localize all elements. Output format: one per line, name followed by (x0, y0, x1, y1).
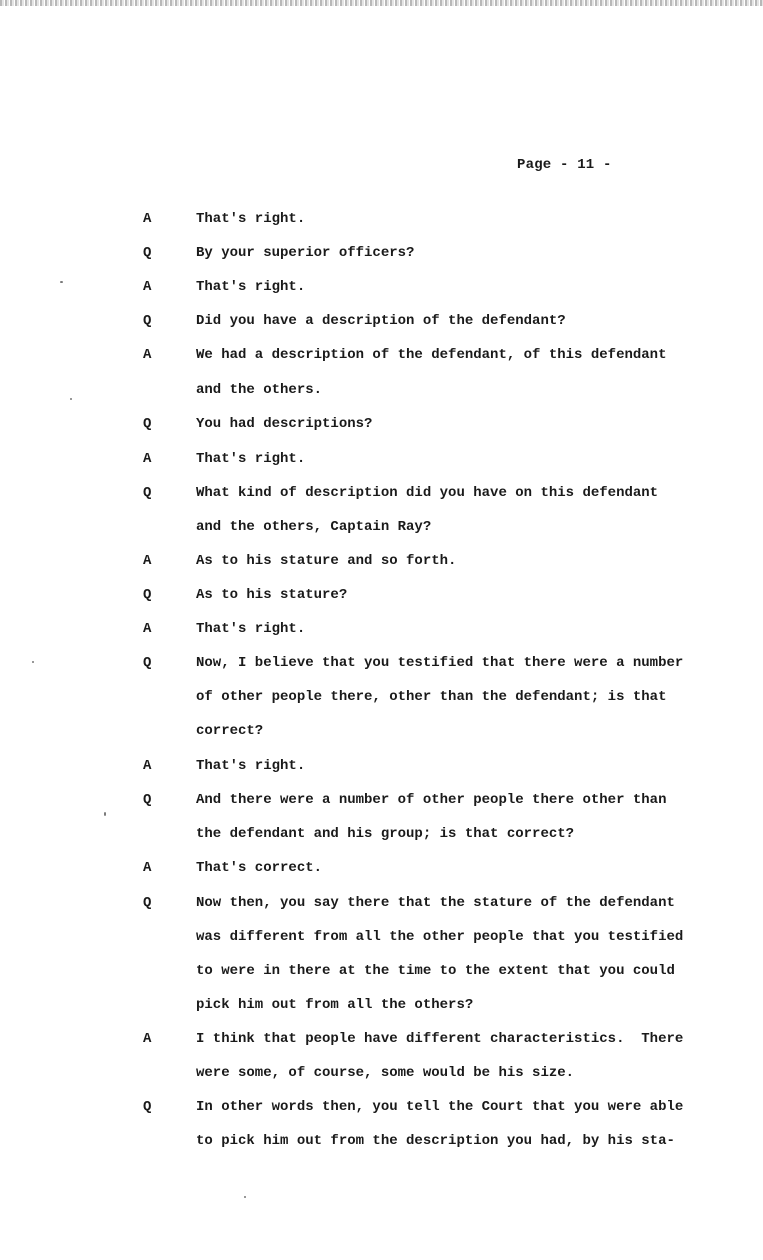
line-text: That's right. (196, 451, 306, 467)
line-text: That's correct. (196, 860, 323, 876)
transcript-line (0, 824, 763, 858)
line-text: By your superior officers? (196, 245, 415, 261)
transcript-line (0, 756, 763, 790)
transcript-line (0, 585, 763, 619)
speaker-label: A (143, 758, 152, 774)
scan-top-edge (0, 0, 763, 6)
transcript-line (0, 1131, 763, 1165)
transcript-line (0, 243, 763, 277)
transcript-line (0, 551, 763, 585)
line-text: Did you have a description of the defendant? (196, 313, 566, 329)
line-text: were some, of course, some would be his size. (196, 1065, 575, 1081)
transcript-line (0, 893, 763, 927)
line-text: and the others, Captain Ray? (196, 519, 432, 535)
line-text: Now, I believe that you testified that there were a number (196, 655, 684, 671)
scan-speck (60, 281, 63, 283)
speaker-label: A (143, 347, 152, 363)
transcript-line (0, 414, 763, 448)
speaker-label: Q (143, 245, 152, 261)
line-text: I think that people have different characteristics. There (196, 1031, 684, 1047)
transcript-line (0, 277, 763, 311)
line-text: As to his stature and so forth. (196, 553, 457, 569)
transcript-line (0, 927, 763, 961)
transcript-line (0, 345, 763, 379)
transcript-line (0, 687, 763, 721)
speaker-label: Q (143, 587, 152, 603)
page-number: Page - 11 - (517, 157, 612, 173)
line-text: What kind of description did you have on this defendant (196, 485, 659, 501)
transcript-line (0, 517, 763, 551)
speaker-label: A (143, 621, 152, 637)
speaker-label: A (143, 451, 152, 467)
speaker-label: Q (143, 792, 152, 808)
line-text: You had descriptions? (196, 416, 373, 432)
line-text: We had a description of the defendant, of this defendant (196, 347, 667, 363)
line-text: pick him out from all the others? (196, 997, 474, 1013)
transcript-line (0, 1029, 763, 1063)
transcript-line (0, 858, 763, 892)
line-text: to pick him out from the description you had, by his sta- (196, 1133, 675, 1149)
speaker-label: Q (143, 895, 152, 911)
speaker-label: Q (143, 313, 152, 329)
speaker-label: Q (143, 1099, 152, 1115)
line-text: That's right. (196, 211, 306, 227)
transcript-line (0, 1097, 763, 1131)
line-text: That's right. (196, 279, 306, 295)
transcript-line (0, 619, 763, 653)
line-text: That's right. (196, 621, 306, 637)
transcript-line (0, 380, 763, 414)
scan-speck (244, 1196, 246, 1198)
scan-speck (32, 661, 34, 663)
transcript-line (0, 961, 763, 995)
line-text: That's right. (196, 758, 306, 774)
transcript-line (0, 653, 763, 687)
speaker-label: A (143, 211, 152, 227)
speaker-label: Q (143, 485, 152, 501)
line-text: As to his stature? (196, 587, 348, 603)
transcript-line (0, 449, 763, 483)
scan-speck (104, 812, 106, 816)
transcript-line (0, 483, 763, 517)
line-text: the defendant and his group; is that correct? (196, 826, 575, 842)
speaker-label: A (143, 1031, 152, 1047)
line-text: In other words then, you tell the Court that you were able (196, 1099, 684, 1115)
speaker-label: A (143, 860, 152, 876)
transcript-line (0, 209, 763, 243)
line-text: and the others. (196, 382, 323, 398)
line-text: of other people there, other than the defendant; is that (196, 689, 667, 705)
speaker-label: Q (143, 416, 152, 432)
line-text: Now then, you say there that the stature of the defendant (196, 895, 675, 911)
scan-speck (70, 398, 72, 400)
line-text: correct? (196, 723, 264, 739)
transcript-line (0, 995, 763, 1029)
transcript-line (0, 790, 763, 824)
speaker-label: Q (143, 655, 152, 671)
transcript-line (0, 311, 763, 345)
line-text: was different from all the other people that you testified (196, 929, 684, 945)
line-text: to were in there at the time to the extent that you could (196, 963, 675, 979)
speaker-label: A (143, 279, 152, 295)
transcript-line (0, 721, 763, 755)
speaker-label: A (143, 553, 152, 569)
line-text: And there were a number of other people there other than (196, 792, 667, 808)
transcript-line (0, 1063, 763, 1097)
